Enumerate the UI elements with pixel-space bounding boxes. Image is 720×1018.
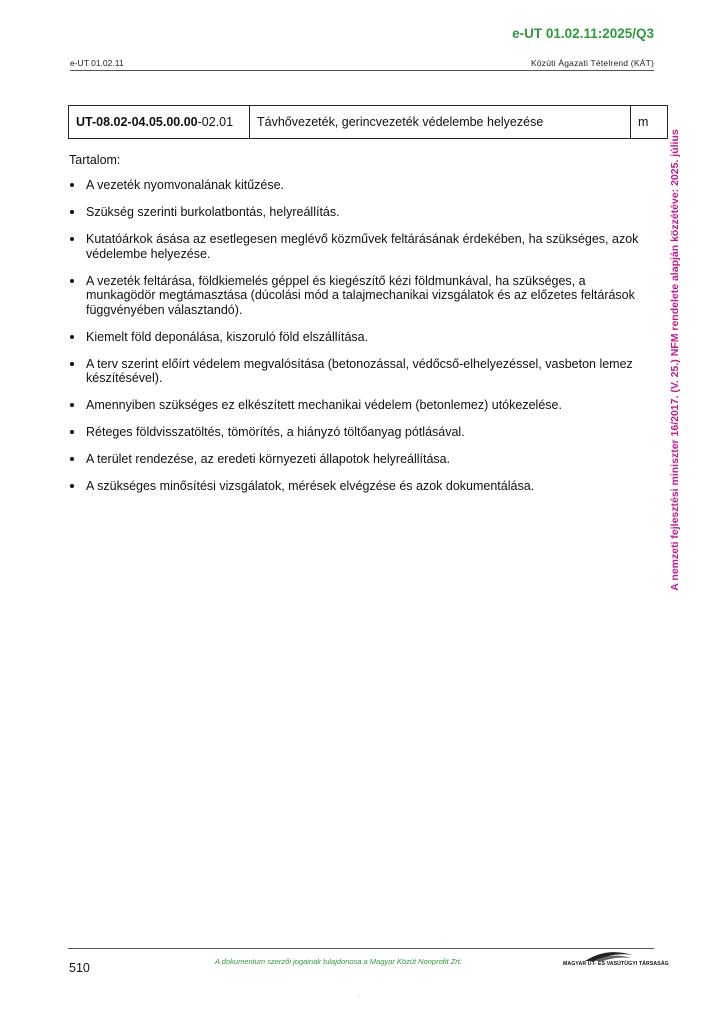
item-code-suffix: -02.01 bbox=[197, 115, 234, 129]
list-item: Kutatóárkok ásása az esetlegesen meglévő közművek feltárásának érdekében, ha szükséges, azok védelembe helyezése. bbox=[69, 232, 649, 261]
list-item: A terv szerint előírt védelem megvalósítása (betonozással, védőcső-elhelyezéssel, vasbeton lemez készítésével). bbox=[69, 357, 649, 386]
list-item: Szükség szerinti burkolatbontás, helyreállítás. bbox=[69, 205, 649, 220]
side-publication-note-text: A nemzeti fejlesztési miniszter 16/2017. (V. 25.) NFM rendelete alapján közzétéve: 2025. július bbox=[669, 129, 681, 591]
list-item: A szükséges minősítési vizsgálatok, mérések elvégzése és azok dokumentálása. bbox=[69, 479, 649, 494]
list-item: Réteges földvisszatöltés, tömörítés, a hiányzó töltőanyag pótlásával. bbox=[69, 425, 649, 440]
item-code-bold: UT-08.02-04.05.00.00 bbox=[76, 115, 198, 129]
list-item: A vezeték nyomvonalának kitűzése. bbox=[69, 178, 649, 193]
footer-dot: . bbox=[358, 992, 360, 998]
list-item: Kiemelt föld deponálása, kiszoruló föld elszállítása. bbox=[69, 330, 649, 345]
society-logo bbox=[563, 949, 669, 967]
content-label: Tartalom: bbox=[69, 153, 121, 167]
list-item: A terület rendezése, az eredeti környezeti állapotok helyreállítása. bbox=[69, 452, 649, 467]
item-table bbox=[68, 105, 668, 139]
item-code-cell bbox=[69, 106, 250, 139]
content-list bbox=[69, 178, 649, 506]
item-unit-cell: m bbox=[631, 106, 668, 139]
item-title-cell: Távhővezeték, gerincvezeték védelembe helyezése bbox=[250, 106, 631, 139]
running-header bbox=[70, 58, 654, 71]
header-left-label: e-UT 01.02.11 bbox=[70, 58, 124, 68]
copyright-notice: A dokumentum szerzői jogainak tulajdonosa a Magyar Közút Nonprofit Zrt. bbox=[215, 957, 462, 966]
header-right-label: Közúti Ágazati Tételrend (KÁT) bbox=[530, 58, 654, 68]
list-item: A vezeték feltárása, földkiemelés géppel és kiegészítő kézi földmunkával, ha szükséges, a munkagödör megtámasztása (dúcolási mód a talajmechanikai vizsgálatok és az előzetes feltárások függvényében választandó). bbox=[69, 274, 649, 318]
document-code: e-UT 01.02.11:2025/Q3 bbox=[512, 26, 654, 41]
list-item: Amennyiben szükséges ez elkészített mechanikai védelem (betonlemez) utókezelése. bbox=[69, 398, 649, 413]
logo-text: MAGYAR ÚT- ÉS VASÚTÜGYI TÁRSASÁG bbox=[563, 961, 669, 967]
page-number: 510 bbox=[69, 961, 90, 975]
item-row bbox=[69, 106, 668, 139]
